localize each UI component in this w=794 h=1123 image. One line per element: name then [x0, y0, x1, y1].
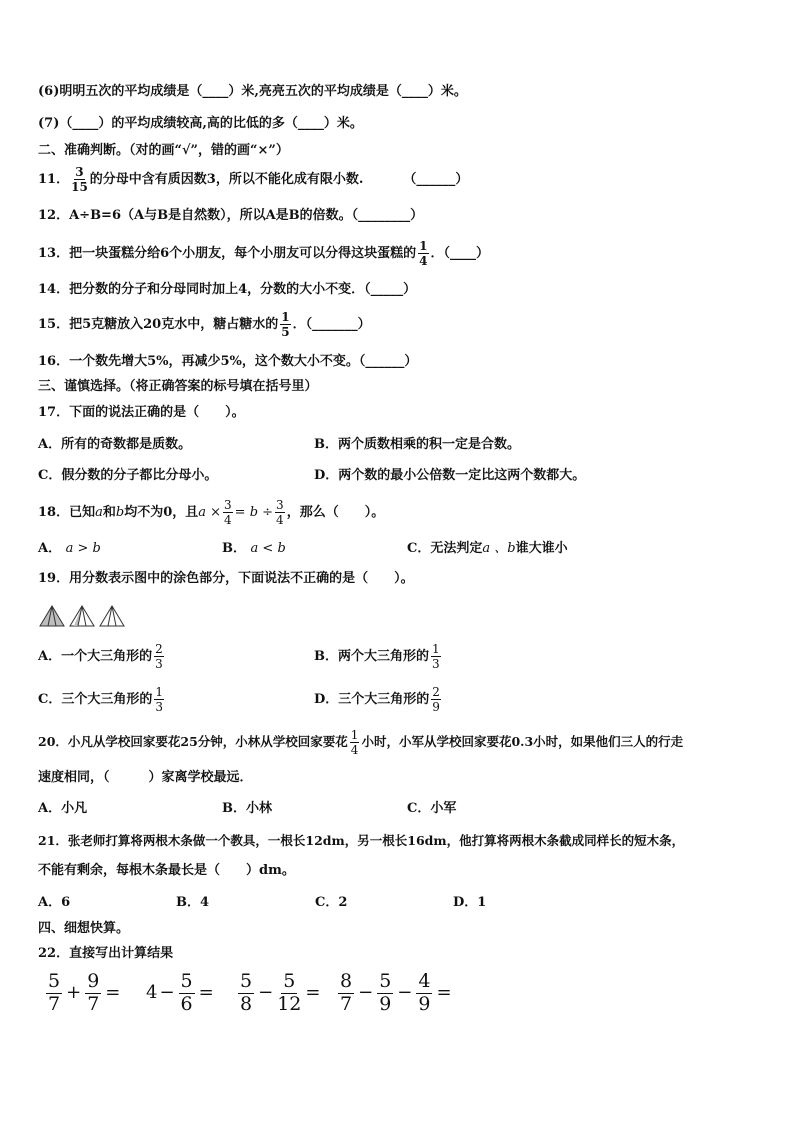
fraction [46, 972, 62, 1014]
fraction-denominator: 7 [48, 993, 61, 1015]
option-expression: a 、b [482, 541, 516, 556]
fraction-numerator: 1 [350, 728, 359, 742]
option-text: D．三个大三角形的 [314, 692, 430, 707]
question-7-line: (7)（____）的平均成绩较高,高的比低的多（____）米。 [38, 116, 363, 131]
triangle-1 [40, 606, 64, 626]
fraction-denominator: 9 [379, 993, 392, 1015]
option-label: B． [222, 541, 246, 556]
fraction [377, 972, 393, 1014]
fraction-numerator: 3 [276, 498, 284, 512]
section-2-heading: 二、准确判断。（对的画“√”，错的画“×”） [38, 143, 289, 158]
fraction [431, 643, 441, 670]
fraction [154, 686, 164, 713]
fraction-numerator: 2 [432, 685, 440, 699]
calc-expression-1 [44, 972, 122, 1014]
question-20-text-cont: 小时，小军从学校回家要花0.3小时，如果他们三人的行走 [361, 734, 684, 749]
question-13-fraction [418, 240, 428, 267]
fraction [154, 643, 164, 670]
option-text: B．两个大三角形的 [314, 649, 429, 664]
fraction-numerator: 5 [48, 970, 61, 992]
question-21-line-2: 不能有剩余，每根木条最长是（ ）dm。 [38, 863, 295, 878]
question-18-text: 18．已知 [38, 505, 96, 520]
question-11-text: 的分母中含有质因数3，所以不能化成有限小数. [89, 172, 364, 187]
triangles-figure [38, 604, 128, 628]
triangle-3 [100, 606, 124, 626]
fraction [277, 972, 301, 1014]
question-13-text: 13．把一块蛋糕分给6个小朋友，每个小朋友可以分得这块蛋糕的 [38, 246, 417, 261]
option-d[interactable]: D．1 [453, 895, 487, 910]
fraction-denominator: 3 [155, 700, 163, 714]
answer-blank[interactable]: （______） [403, 172, 469, 187]
fraction-denominator: 4 [419, 254, 428, 268]
option-b[interactable] [222, 541, 286, 557]
equals-sign: = [305, 982, 321, 1003]
fraction-denominator: 15 [71, 180, 88, 194]
fraction-denominator: 6 [180, 993, 193, 1015]
option-a[interactable]: A．所有的奇数都是质数。 [38, 437, 192, 452]
fraction-denominator: 7 [87, 993, 100, 1015]
fraction [275, 499, 285, 526]
fraction-denominator: 3 [155, 657, 163, 671]
variable-a: a [95, 505, 103, 520]
expression-right: = b ÷ [234, 505, 274, 520]
fraction [238, 972, 254, 1014]
question-14: 14．把分数的分子和分母同时加上4，分数的大小不变．（_____） [38, 282, 417, 297]
fraction [338, 972, 354, 1014]
option-expression: a < b [250, 541, 286, 556]
fraction [223, 499, 233, 526]
calc-expression-3 [236, 972, 322, 1014]
option-expression: a > b [65, 541, 101, 556]
fraction [350, 729, 360, 756]
option-a[interactable]: A．小凡 [38, 801, 88, 816]
fraction-numerator: 1 [281, 310, 290, 324]
option-a[interactable] [38, 541, 101, 557]
fraction [85, 972, 101, 1014]
option-c[interactable]: C．假分数的分子都比分母小。 [38, 468, 218, 483]
question-17: 17．下面的说法正确的是（ ）。 [38, 405, 245, 420]
option-d[interactable]: D．两个数的最小公倍数一定比这两个数都大。 [314, 468, 586, 483]
question-11-number: 11． [38, 172, 70, 187]
option-c[interactable]: C．小军 [407, 801, 457, 816]
fraction-numerator: 2 [155, 642, 163, 656]
option-c[interactable] [38, 683, 166, 717]
section-4-heading: 四、细想快算。 [38, 921, 130, 936]
connector-text: 和 [102, 505, 116, 520]
question-21-line-1: 21．张老师打算将两根木条做一个教具，一根长12dm，另一根长16dm，他打算将两根木条截成同样长的短木条， [38, 833, 685, 848]
equals-sign: = [198, 982, 214, 1003]
fraction-denominator: 4 [224, 513, 232, 527]
triangle-2 [70, 606, 94, 626]
fraction-denominator: 9 [432, 700, 440, 714]
fraction-numerator: 9 [87, 970, 100, 992]
section-3-heading: 三、谨慎选择。（将正确答案的标号填在括号里） [38, 379, 318, 394]
operator: − [397, 982, 413, 1003]
fraction-numerator: 3 [224, 498, 232, 512]
option-b[interactable]: B．4 [176, 895, 210, 910]
option-a[interactable]: A．6 [38, 895, 71, 910]
option-b[interactable]: B．两个质数相乘的积一定是合数。 [314, 437, 520, 452]
option-text: C．三个大三角形的 [38, 692, 153, 707]
fraction-denominator: 8 [240, 993, 253, 1015]
fraction-numerator: 8 [340, 970, 353, 992]
option-a[interactable] [38, 640, 166, 674]
option-label: A． [38, 541, 62, 556]
question-18-condition: 均不为0，且 [124, 505, 199, 520]
operator: + [66, 982, 82, 1003]
fraction-numerator: 5 [283, 970, 296, 992]
fraction-denominator: 4 [276, 513, 284, 527]
fraction-numerator: 1 [432, 642, 440, 656]
calc-expression-4 [336, 972, 454, 1014]
fraction-numerator: 3 [75, 165, 84, 179]
option-b[interactable] [314, 640, 443, 674]
question-6-line: (6)明明五次的平均成绩是（____）米,亮亮五次的平均成绩是（____）米。 [38, 84, 467, 99]
option-text: A．一个大三角形的 [38, 649, 153, 664]
fraction-denominator: 4 [350, 743, 359, 757]
question-13 [38, 238, 489, 270]
question-11-fraction [71, 166, 88, 193]
expression-left: a × [198, 505, 222, 520]
fraction [431, 686, 441, 713]
question-20-line-2: 速度相同，（ ）家离学校最远． [38, 770, 253, 785]
fraction-numerator: 1 [155, 685, 163, 699]
question-11 [38, 164, 468, 196]
fraction-numerator: 4 [418, 970, 431, 992]
question-19: 19．用分数表示图中的涂色部分，下面说法不正确的是（ ）。 [38, 571, 414, 586]
question-15-fraction [280, 311, 290, 338]
equals-sign: = [105, 982, 121, 1003]
operator: − [358, 982, 374, 1003]
option-b[interactable]: B．小林 [222, 801, 272, 816]
question-18 [38, 496, 384, 530]
equals-sign: = [436, 982, 452, 1003]
fraction-denominator: 12 [277, 993, 302, 1015]
fraction-denominator: 3 [432, 657, 440, 671]
question-12: 12．A÷B=6（A与B是自然数），所以A是B的倍数。（________） [38, 208, 424, 223]
question-15-text: 15．把5克糖放入20克水中，糖占糖水的 [38, 317, 279, 332]
answer-blank[interactable]: ．（____） [430, 246, 490, 261]
fraction [416, 972, 432, 1014]
fraction-numerator: 1 [419, 239, 428, 253]
question-18-tail: ，那么（ ）。 [286, 505, 385, 520]
fraction-denominator: 7 [340, 993, 353, 1015]
variable-b: b [115, 505, 125, 520]
question-20 [38, 725, 683, 759]
answer-blank[interactable]: ．（_______） [292, 317, 371, 332]
question-22: 22．直接写出计算结果 [38, 946, 174, 961]
fraction [179, 972, 195, 1014]
option-d[interactable] [314, 683, 443, 717]
option-c[interactable]: C．2 [315, 895, 348, 910]
fraction-denominator: 5 [281, 325, 290, 339]
option-tail: 谁大谁小 [515, 541, 568, 556]
option-c[interactable] [407, 541, 568, 557]
whole-number: 4 [146, 982, 158, 1003]
fraction-numerator: 5 [240, 970, 253, 992]
fraction-denominator: 9 [418, 993, 431, 1015]
operator: − [159, 982, 175, 1003]
fraction-numerator: 5 [180, 970, 193, 992]
option-label: C．无法判定 [407, 541, 483, 556]
question-16: 16．一个数先增大5%，再减少5%，这个数大小不变。（______） [38, 354, 418, 369]
calc-expression-2 [146, 972, 216, 1014]
question-20-text: 20．小凡从学校回家要花25分钟，小林从学校回家要花 [38, 734, 348, 749]
fraction-numerator: 5 [379, 970, 392, 992]
operator: − [258, 982, 274, 1003]
question-15 [38, 309, 371, 341]
